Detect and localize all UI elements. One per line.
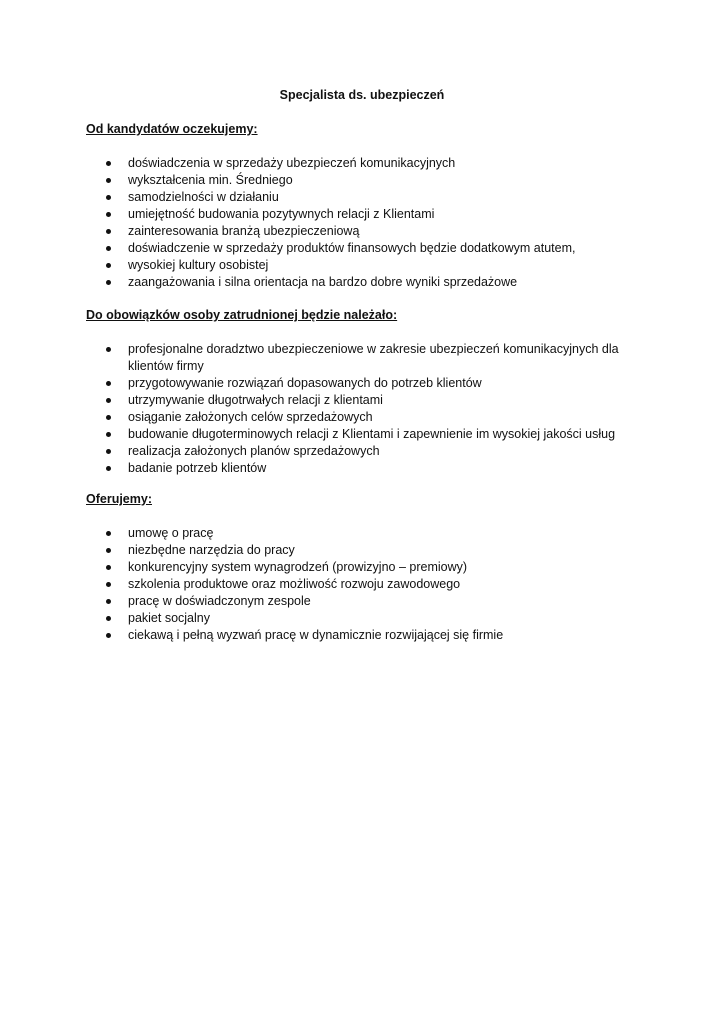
list-item: [86, 392, 626, 409]
list-item-text: samodzielności w działaniu: [128, 190, 279, 204]
list-item: [86, 525, 626, 542]
list-item: [86, 155, 626, 172]
bullet-icon: [106, 161, 111, 166]
list-item: [86, 189, 626, 206]
list-item: [86, 426, 626, 443]
list-item: [86, 375, 626, 392]
list-item-text: badanie potrzeb klientów: [128, 461, 267, 475]
list-item: [86, 172, 626, 189]
list-item-text: profesjonalne doradztwo ubezpieczeniowe w zakresie ubezpieczeń komunikacyjnych dla klientów firmy: [128, 342, 619, 373]
requirements-list: [86, 155, 626, 291]
list-item: [86, 610, 626, 627]
list-item: [86, 341, 626, 375]
list-item-text: pracę w doświadczonym zespole: [128, 594, 311, 608]
list-item-text: szkolenia produktowe oraz możliwość rozwoju zawodowego: [128, 577, 461, 591]
requirements-heading: Od kandydatów oczekujemy:: [86, 122, 258, 136]
list-item-text: konkurencyjny system wynagrodzeń (prowizyjno – premiowy): [128, 560, 468, 574]
bullet-icon: [106, 212, 111, 217]
list-item-text: wykształcenia min. Średniego: [128, 173, 293, 187]
bullet-icon: [106, 263, 111, 268]
list-item: [86, 542, 626, 559]
list-item-text: doświadczenia w sprzedaży ubezpieczeń komunikacyjnych: [128, 156, 456, 170]
list-item: [86, 409, 626, 426]
bullet-icon: [106, 398, 111, 403]
bullet-icon: [106, 246, 111, 251]
list-item-text: realizacja założonych planów sprzedażowych: [128, 444, 380, 458]
list-item-text: utrzymywanie długotrwałych relacji z klientami: [128, 393, 383, 407]
list-item-text: ciekawą i pełną wyzwań pracę w dynamicznie rozwijającej się firmie: [128, 628, 504, 642]
list-item: [86, 223, 626, 240]
list-item-text: budowanie długoterminowych relacji z Klientami i zapewnienie im wysokiej jakości usług: [128, 427, 616, 441]
list-item-text: niezbędne narzędzia do pracy: [128, 543, 295, 557]
bullet-icon: [106, 280, 111, 285]
list-item-text: zainteresowania branżą ubezpieczeniową: [128, 224, 360, 238]
list-item: [86, 627, 626, 644]
list-item-text: osiąganie założonych celów sprzedażowych: [128, 410, 373, 424]
bullet-icon: [106, 582, 111, 587]
list-item: [86, 274, 626, 291]
list-item-text: umowę o pracę: [128, 526, 214, 540]
list-item: [86, 576, 626, 593]
list-item: [86, 443, 626, 460]
bullet-icon: [106, 432, 111, 437]
list-item-text: pakiet socjalny: [128, 611, 210, 625]
list-item-text: umiejętność budowania pozytywnych relacji z Klientami: [128, 207, 435, 221]
bullet-icon: [106, 415, 111, 420]
bullet-icon: [106, 178, 111, 183]
bullet-icon: [106, 195, 111, 200]
list-item-text: przygotowywanie rozwiązań dopasowanych do potrzeb klientów: [128, 376, 482, 390]
document-title: Specjalista ds. ubezpieczeń: [279, 88, 445, 102]
bullet-icon: [106, 565, 111, 570]
duties-section: [86, 307, 626, 477]
offer-heading: Oferujemy:: [86, 492, 152, 506]
list-item: [86, 593, 626, 610]
duties-list: [86, 341, 626, 477]
bullet-icon: [106, 531, 111, 536]
bullet-icon: [106, 449, 111, 454]
list-item: [86, 460, 626, 477]
bullet-icon: [106, 347, 111, 352]
bullet-icon: [106, 616, 111, 621]
offer-list: [86, 525, 626, 644]
list-item-text: doświadczenie w sprzedaży produktów finansowych będzie dodatkowym atutem,: [128, 241, 576, 255]
bullet-icon: [106, 229, 111, 234]
duties-heading: Do obowiązków osoby zatrudnionej będzie należało:: [86, 308, 398, 322]
bullet-icon: [106, 599, 111, 604]
list-item: [86, 206, 626, 223]
bullet-icon: [106, 466, 111, 471]
offer-section: [86, 491, 626, 644]
list-item: [86, 240, 626, 257]
list-item-text: wysokiej kultury osobistej: [128, 258, 269, 272]
bullet-icon: [106, 548, 111, 553]
list-item: [86, 257, 626, 274]
list-item-text: zaangażowania i silna orientacja na bardzo dobre wyniki sprzedażowe: [128, 275, 518, 289]
bullet-icon: [106, 381, 111, 386]
requirements-section: [86, 121, 626, 291]
list-item: [86, 559, 626, 576]
bullet-icon: [106, 633, 111, 638]
